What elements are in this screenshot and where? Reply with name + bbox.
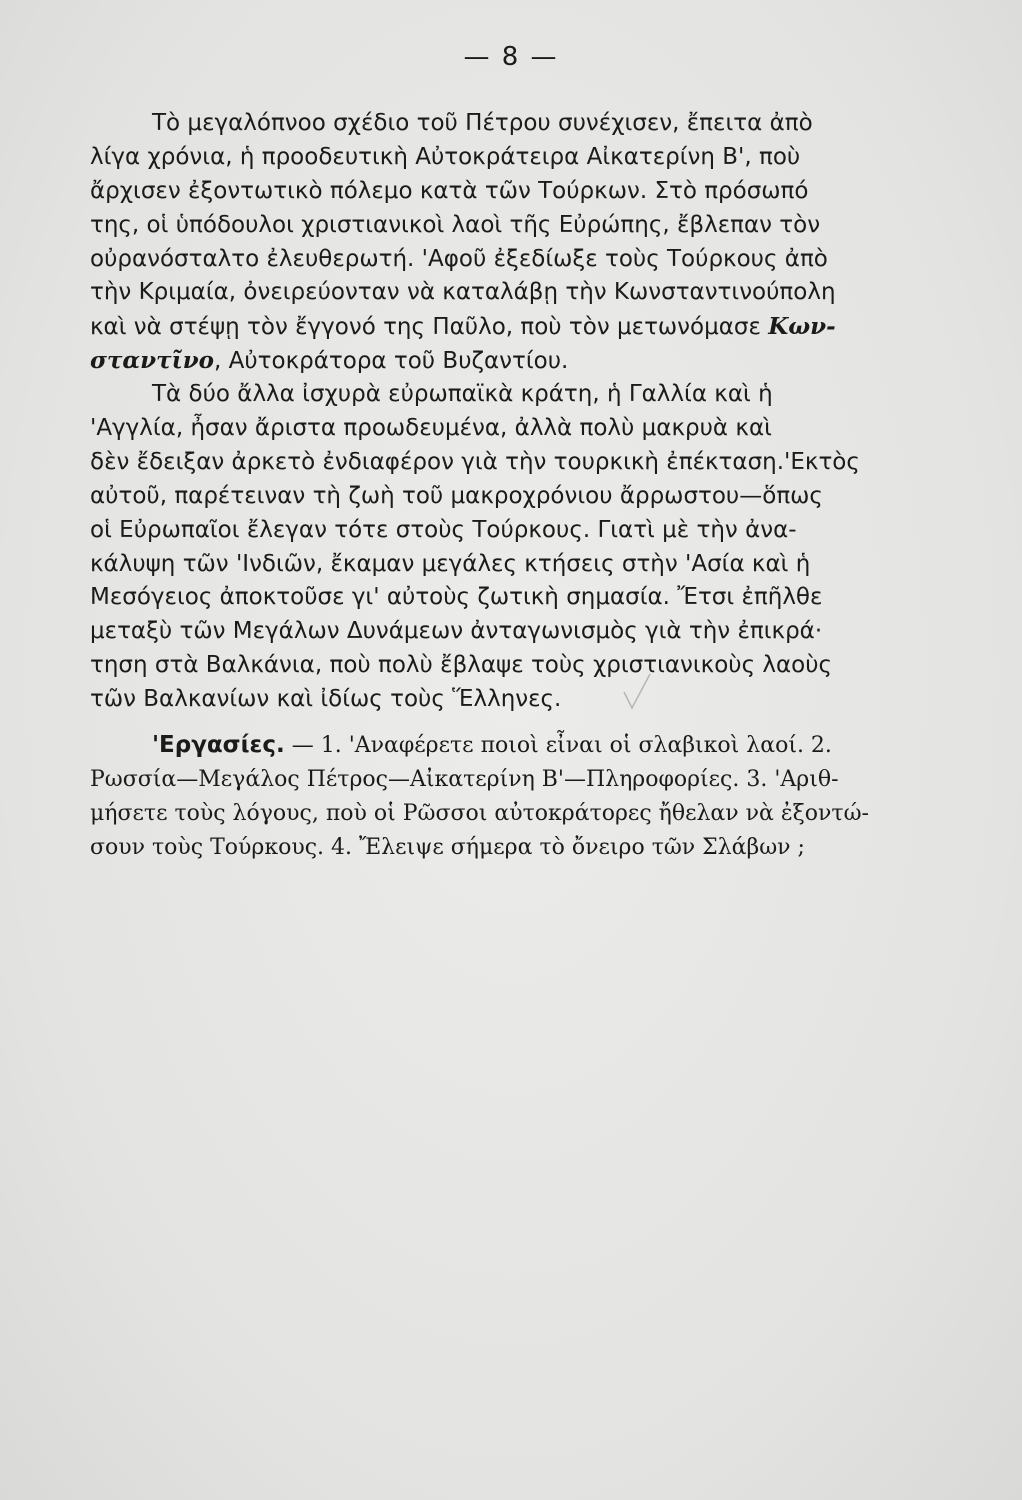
text-line: 'Αγγλία, ἦσαν ἄριστα προωδευμένα, ἀλλὰ πολὺ μακρυὰ καὶ (90, 415, 772, 442)
text-line: κάλυψη τῶν 'Ινδιῶν, ἔκαμαν μεγάλες κτήσεις στὴν 'Ασία καὶ ἡ (90, 550, 811, 577)
text-line: Ρωσσία—Μεγάλος Πέτρος—Αἰκατερίνη Β'—Πληροφορίες. 3. 'Αριθ- (90, 766, 839, 792)
text-line: σουν τοὺς Τούρκους. 4. Ἔλειψε σήμερα τὸ ὄνειρο τῶν Σλάβων ; (90, 834, 805, 860)
text-line-with-emphasis (90, 310, 970, 344)
text-line: τηση στὰ Βαλκάνια, ποὺ πολὺ ἔβλαψε τοὺς χριστιανικοὺς λαοὺς (90, 652, 833, 679)
text-line: Τὸ μεγαλόπνοο σχέδιο τοῦ Πέτρου συνέχισεν, ἔπειτα ἀπὸ (152, 110, 813, 136)
text-line: οἱ Εὐρωπαῖοι ἔλεγαν τότε στοὺς Τούρκους. Γιατὶ μὲ τὴν ἀνα- (90, 516, 797, 543)
page-number: — 8 — (463, 42, 559, 72)
exercises-first-line (90, 729, 970, 763)
text-line: Τὰ δύο ἄλλα ἰσχυρὰ εὐρωπαϊκὰ κράτη, ἡ Γαλλία καὶ ἡ (152, 381, 773, 408)
text-line: τὴν Κριμαία, ὀνειρεύονταν νὰ καταλάβῃ τὴν Κωνσταντινούπολη (90, 279, 836, 306)
section-gap (90, 717, 970, 729)
text-line: λίγα χρόνια, ἡ προοδευτικὴ Αὐτοκράτειρα Αἰκατερίνη Β', ποὺ (90, 143, 801, 170)
emphasized-name-part2: σταντῖνο (90, 347, 214, 375)
text-line: δὲν ἔδειξαν ἀρκετὸ ἐνδιαφέρον γιὰ τὴν τουρκικὴ ἐπέκταση.'Εκτὸς (90, 448, 860, 475)
text-line: της, οἱ ὑπόδουλοι χριστιανικοὶ λαοὶ τῆς Εὐρώπης, ἔβλεπαν τὸν (90, 211, 821, 238)
paragraph-2 (90, 378, 970, 717)
text-line: μεταξὺ τῶν Μεγάλων Δυνάμεων ἀνταγωνισμὸς γιὰ τὴν ἐπικρά· (90, 618, 823, 645)
text-line: Μεσόγειος ἀποκτοῦσε γι' αὐτοὺς ζωτικὴ σημασία. Ἔτσι ἐπῆλθε (90, 584, 823, 611)
paragraph-1 (90, 107, 970, 378)
exercises-heading: 'Εργασίες. (152, 732, 285, 759)
text-fragment: — 1. 'Αναφέρετε ποιοὶ εἶναι οἱ σλαβικοὶ λαοί. 2. (291, 733, 832, 759)
text-fragment: καὶ νὰ στέψῃ τὸν ἔγγονό της Παῦλο, ποὺ τὸν μετωνόμασε (90, 314, 761, 341)
exercises-section (90, 729, 970, 865)
text-line: αὐτοῦ, παρέτειναν τὴ ζωὴ τοῦ μακροχρόνιου ἄρρωστου—ὅπως (90, 482, 823, 509)
body-text (90, 107, 970, 865)
text-line: τῶν Βαλκανίων καὶ ἰδίως τοὺς Ἕλληνες. (90, 686, 562, 713)
text-fragment: , Αὐτοκράτορα τοῦ Βυζαντίου. (214, 348, 569, 375)
text-line: μήσετε τοὺς λόγους, ποὺ οἱ Ρῶσσοι αὐτοκράτορες ἤθελαν νὰ ἐξοντώ- (90, 800, 869, 826)
emphasized-name-part1: Κων- (768, 313, 836, 341)
text-line: ἄρχισεν ἐξοντωτικὸ πόλεμο κατὰ τῶν Τούρκων. Στὸ πρόσωπό (90, 177, 809, 204)
pencil-check-mark-icon (622, 672, 652, 712)
text-line-with-emphasis (90, 344, 970, 378)
text-line: οὐρανόσταλτο ἐλευθερωτή. 'Αφοῦ ἐξεδίωξε τοὺς Τούρκους ἀπὸ (90, 245, 828, 272)
